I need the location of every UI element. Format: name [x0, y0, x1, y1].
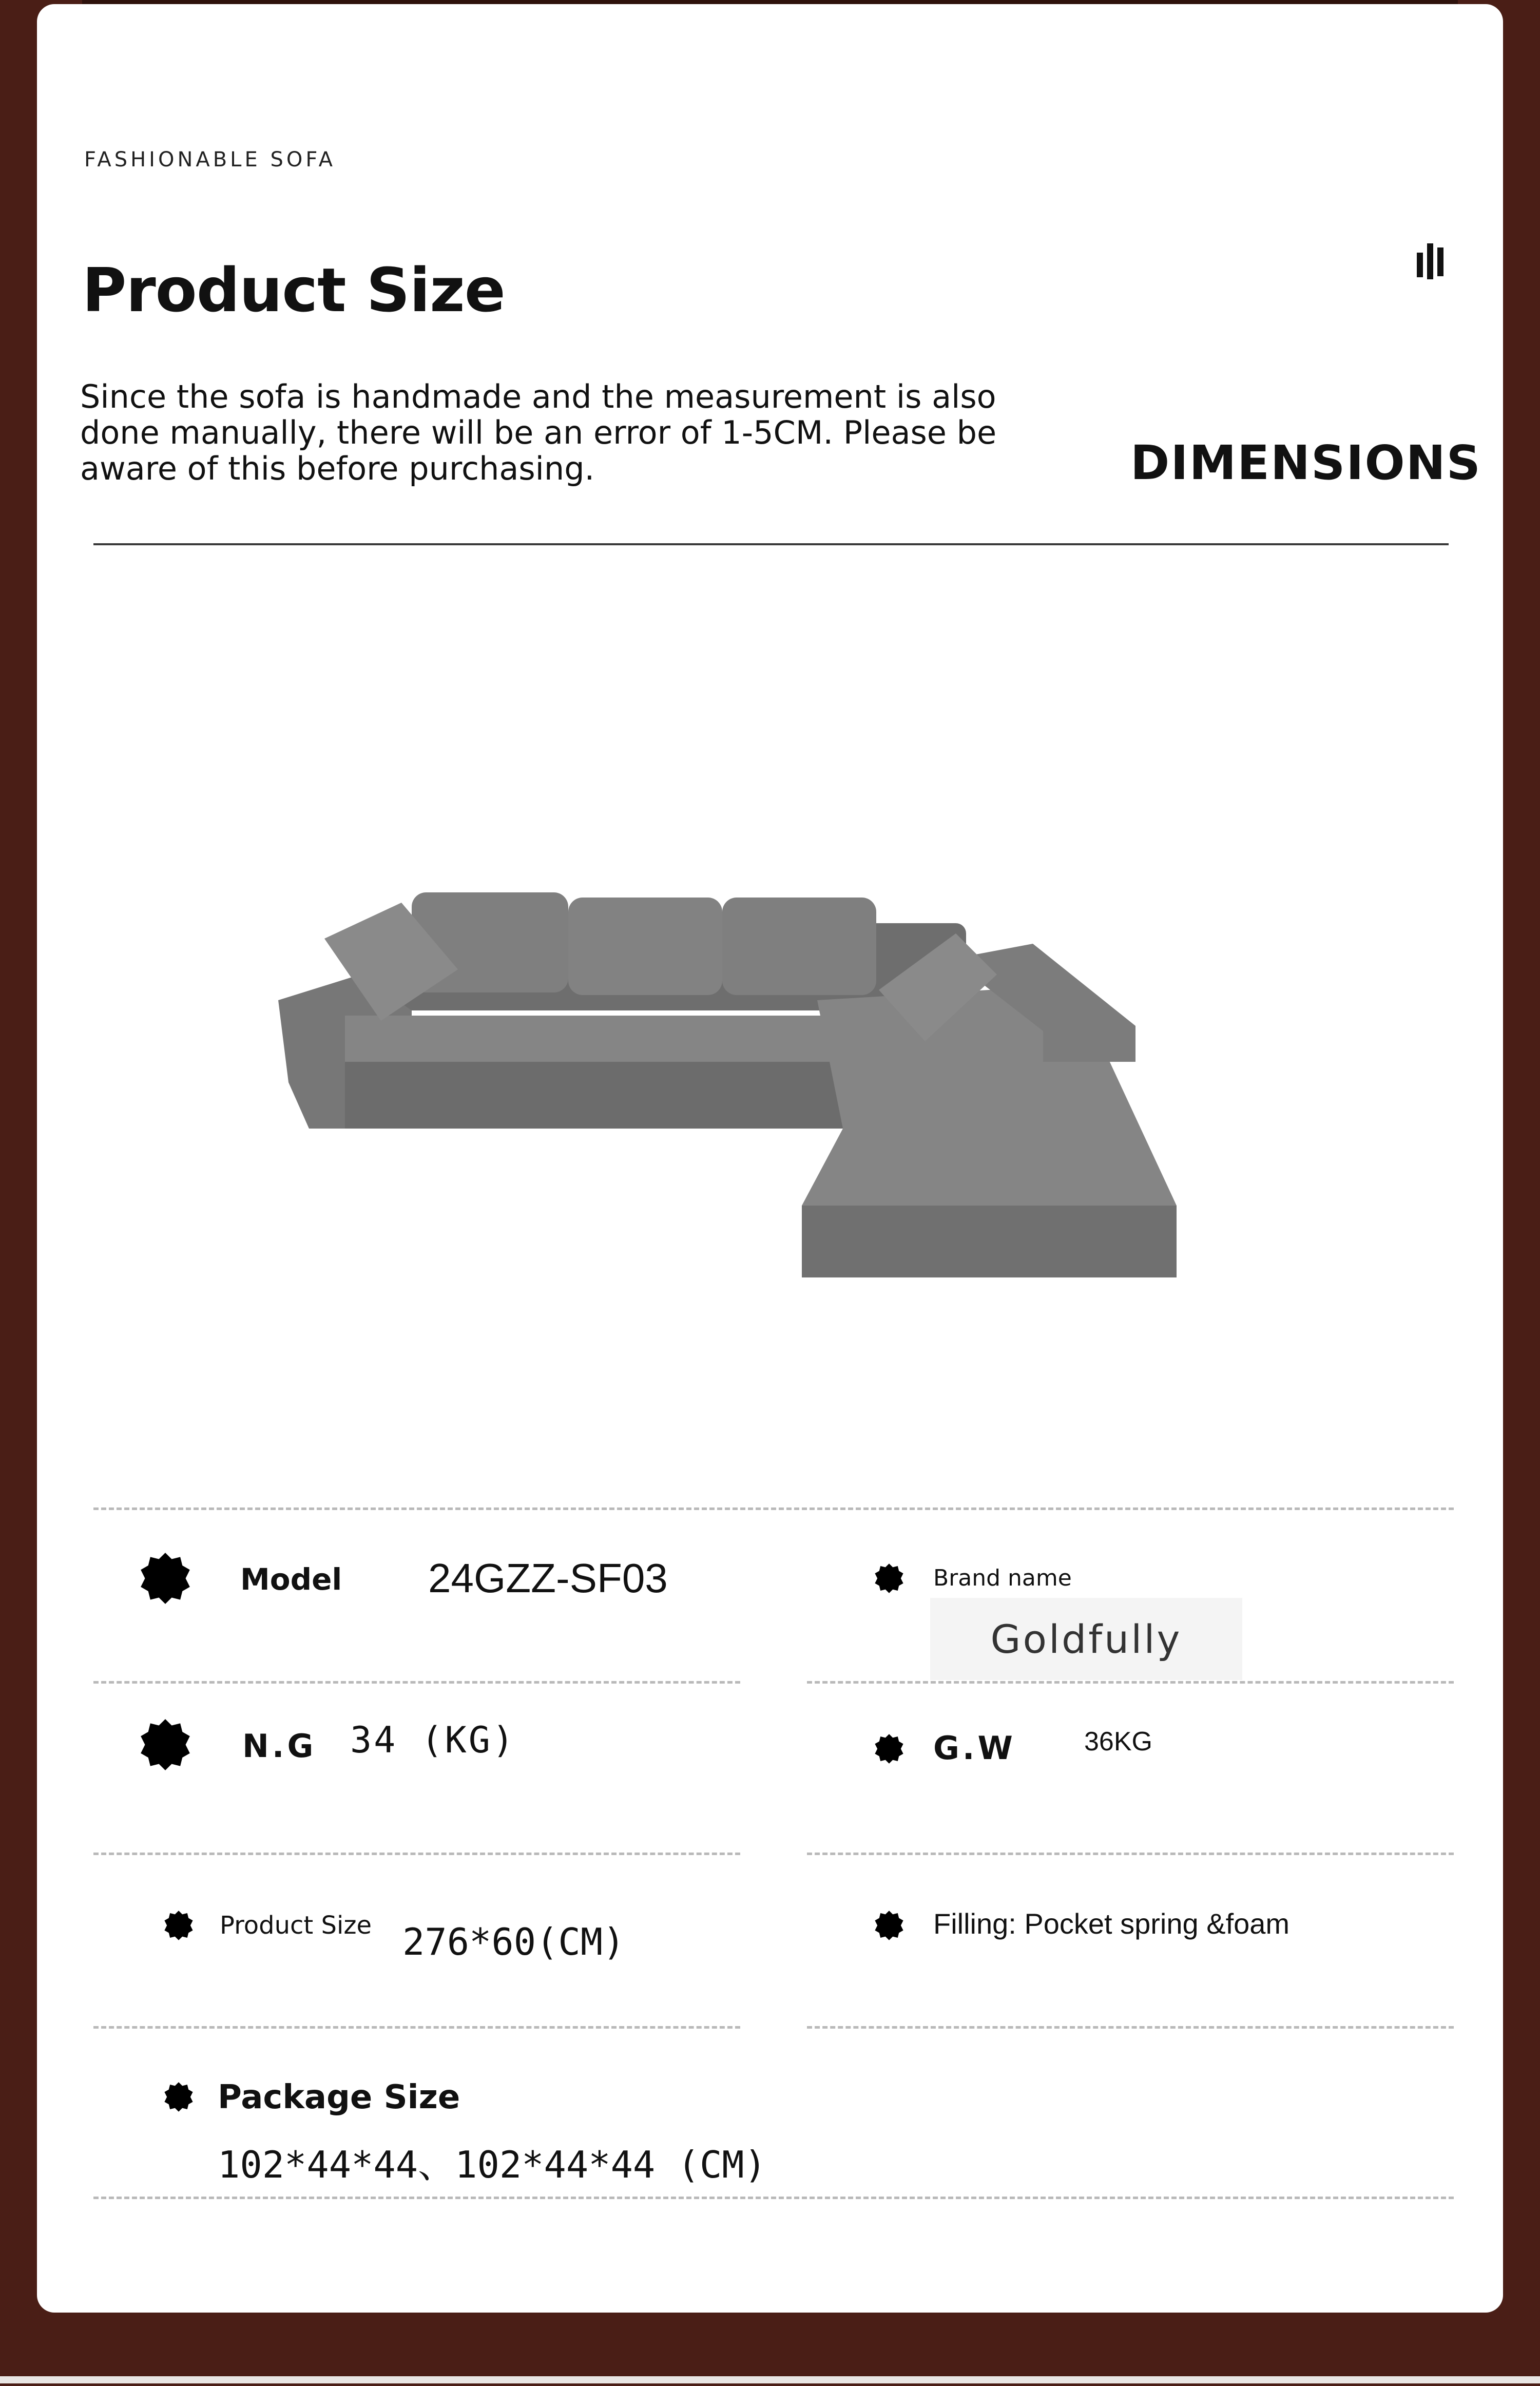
gw-bullet-icon	[874, 1733, 904, 1764]
header-divider	[93, 543, 1449, 545]
package-size-value: 102*44*44、102*44*44 (CM)	[218, 2143, 766, 2186]
spec-divider-right-2	[807, 1853, 1454, 1855]
bottom-frame-line	[0, 2376, 1540, 2383]
sofa-image	[242, 887, 1218, 1298]
filling-text: Filling: Pocket spring &foam	[933, 1907, 1290, 1940]
ng-label: N.G	[242, 1727, 317, 1765]
brand-logo-icon	[1417, 243, 1445, 279]
gw-value: 36KG	[1084, 1727, 1152, 1757]
spec-divider-top	[93, 1507, 1454, 1510]
brand-value-box	[930, 1598, 1242, 1680]
model-label: Model	[240, 1562, 342, 1597]
brand-value: Goldfully	[990, 1616, 1182, 1662]
spec-divider-bottom	[93, 2197, 1454, 2199]
product-size-bullet-icon	[163, 1910, 194, 1941]
spec-divider-left-1	[93, 1681, 740, 1684]
page-title: Product Size	[82, 255, 505, 326]
product-size-label: Product Size	[220, 1911, 372, 1940]
filling-bullet-icon	[874, 1910, 904, 1941]
package-bullet-icon	[163, 2082, 194, 2112]
back-cushion-2	[568, 898, 722, 995]
package-size-label: Package Size	[218, 2078, 460, 2116]
eyebrow-label: FASHIONABLE SOFA	[84, 148, 336, 171]
brand-label: Brand name	[933, 1565, 1072, 1591]
model-bullet-icon	[139, 1552, 192, 1605]
gw-label: G.W	[933, 1729, 1016, 1767]
ng-bullet-icon	[139, 1718, 192, 1771]
spec-divider-right-1	[807, 1681, 1454, 1684]
ng-value: 34 (KG)	[350, 1719, 516, 1761]
product-size-value: 276*60(CM)	[402, 1920, 625, 1963]
spec-divider-right-3	[807, 2026, 1454, 2029]
product-size-card	[37, 4, 1503, 2313]
sofa-chaise-front	[802, 1206, 1177, 1277]
brand-bullet-icon	[874, 1563, 904, 1594]
model-value: 24GZZ-SF03	[428, 1555, 668, 1601]
back-cushion-3	[722, 898, 876, 995]
sofa-main-seat-front	[345, 1062, 843, 1129]
spec-divider-left-3	[93, 2026, 740, 2029]
dimensions-heading: DIMENSIONS	[1130, 435, 1481, 490]
spec-divider-left-2	[93, 1853, 740, 1855]
measurement-note: Since the sofa is handmade and the measurement is also done manually, there will be an error of 1-5CM. Please be aware of this before purchasing.	[80, 378, 997, 487]
